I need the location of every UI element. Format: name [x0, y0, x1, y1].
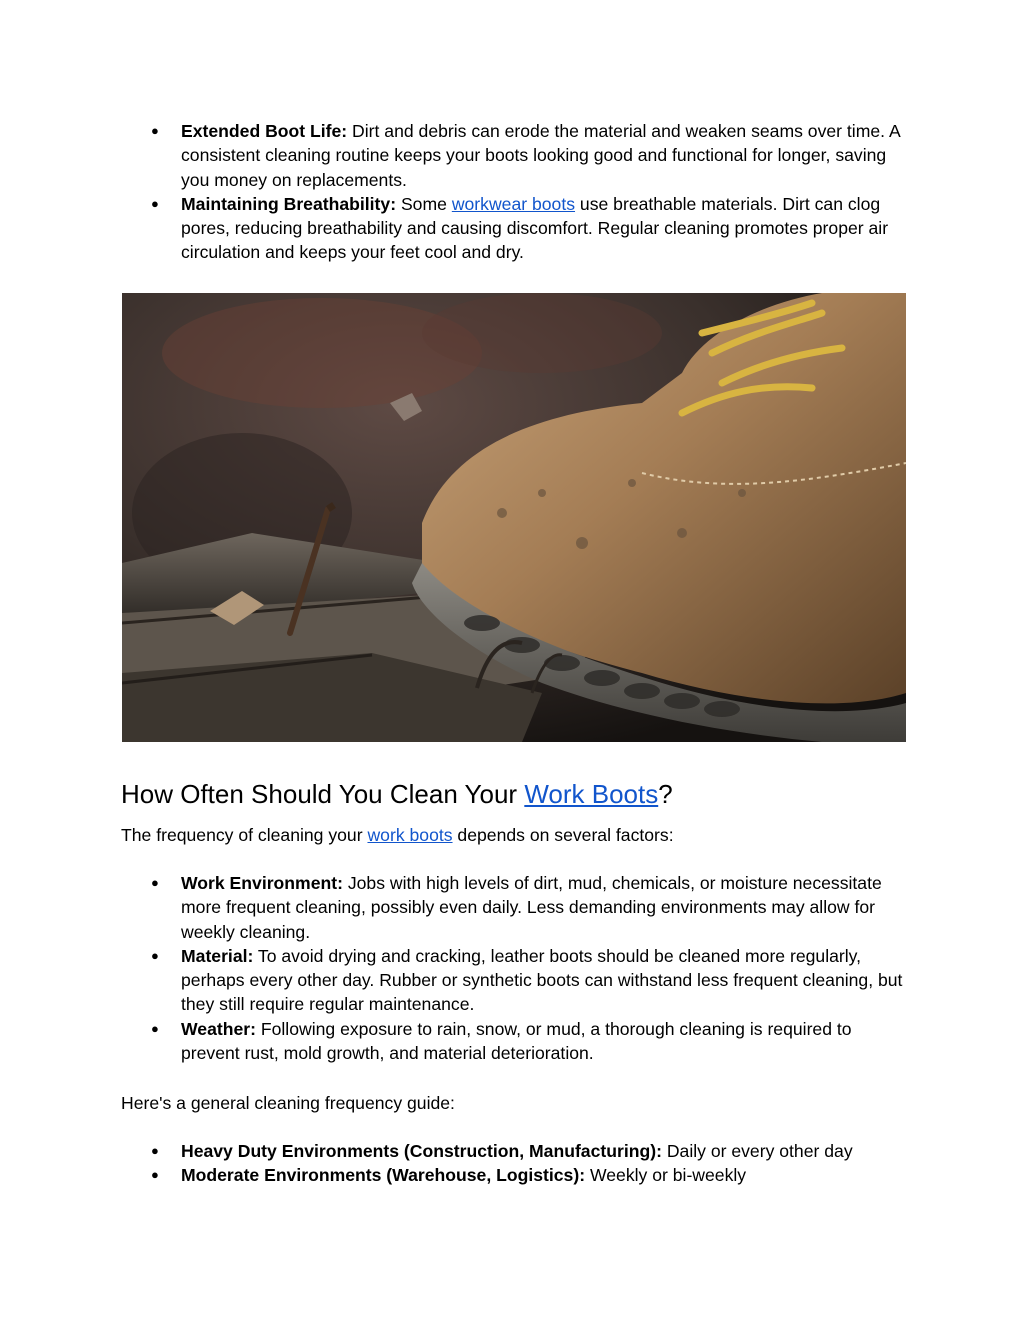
work-boots-heading-link[interactable]: Work Boots	[524, 779, 659, 809]
list-item	[121, 192, 911, 265]
work-boot-photo	[122, 293, 906, 742]
list-item	[121, 1163, 911, 1187]
list-item-term: Maintaining Breathability:	[181, 193, 397, 214]
list-item-term: Heavy Duty Environments (Construction, Manufacturing):	[181, 1141, 662, 1161]
bullet-icon: ●	[151, 1167, 159, 1183]
list-item-text: Following exposure to rain, snow, or mud, a thorough cleaning is required to prevent rust, mold growth, and material deterioration.	[181, 1018, 852, 1064]
bullet-icon: ●	[151, 875, 159, 890]
list-item-term: Moderate Environments (Warehouse, Logistics):	[181, 1165, 586, 1186]
heading-text: How Often Should You Clean Your	[121, 779, 525, 809]
list-item-text: Jobs with high levels of dirt, mud, chemicals, or moisture necessitate more frequent cleaning, possibly even daily. Less demanding environments may allow for weekly cleaning.	[181, 873, 882, 942]
section-heading	[121, 774, 673, 814]
list-item-text: To avoid drying and cracking, leather boots should be cleaned more regularly, perhaps every other day. Rubber or synthetic boots can withstand less frequent cleaning, but they still require regular maintenance.	[181, 945, 903, 1015]
list-item-text: Weekly or bi-weekly	[585, 1165, 747, 1186]
list-item	[121, 1139, 911, 1163]
bullet-icon: ●	[151, 123, 159, 138]
paragraph-text: depends on several factors:	[452, 825, 674, 845]
bullet-icon: ●	[151, 947, 159, 963]
list-item-text: use breathable materials. Dirt can clog pores, reducing breathability and causing discomfort. Regular cleaning promotes proper air circulation and keeps your feet cool and dry.	[181, 193, 889, 263]
list-item-term: Material:	[181, 945, 254, 966]
list-item	[121, 944, 911, 1017]
factors-list	[121, 871, 911, 1065]
guide-list	[121, 1139, 911, 1188]
list-item	[121, 1017, 911, 1066]
list-item-text: Dirt and debris can erode the material and weaken seams over time. A consistent cleaning routine keeps your boots looking good and functional for longer, saving you money on replacements.	[181, 121, 900, 190]
bullet-icon: ●	[151, 195, 159, 211]
paragraph-text: The frequency of cleaning your	[121, 825, 368, 845]
list-item-term: Weather:	[181, 1018, 256, 1039]
list-item-term: Extended Boot Life:	[181, 121, 348, 141]
bullet-icon: ●	[151, 1143, 159, 1158]
list-item	[121, 119, 911, 192]
frequency-intro	[121, 823, 911, 847]
guide-intro: Here's a general cleaning frequency guide:	[121, 1093, 455, 1113]
heading-text-end: ?	[658, 779, 673, 809]
list-item-text: Some	[396, 193, 452, 214]
benefits-list	[121, 119, 911, 265]
work-boots-link[interactable]: work boots	[367, 825, 453, 845]
list-item-term: Work Environment:	[181, 873, 343, 893]
list-item-text: Daily or every other day	[661, 1141, 853, 1161]
workwear-boots-link[interactable]: workwear boots	[451, 193, 576, 214]
bullet-icon: ●	[151, 1020, 159, 1036]
list-item	[121, 871, 911, 944]
